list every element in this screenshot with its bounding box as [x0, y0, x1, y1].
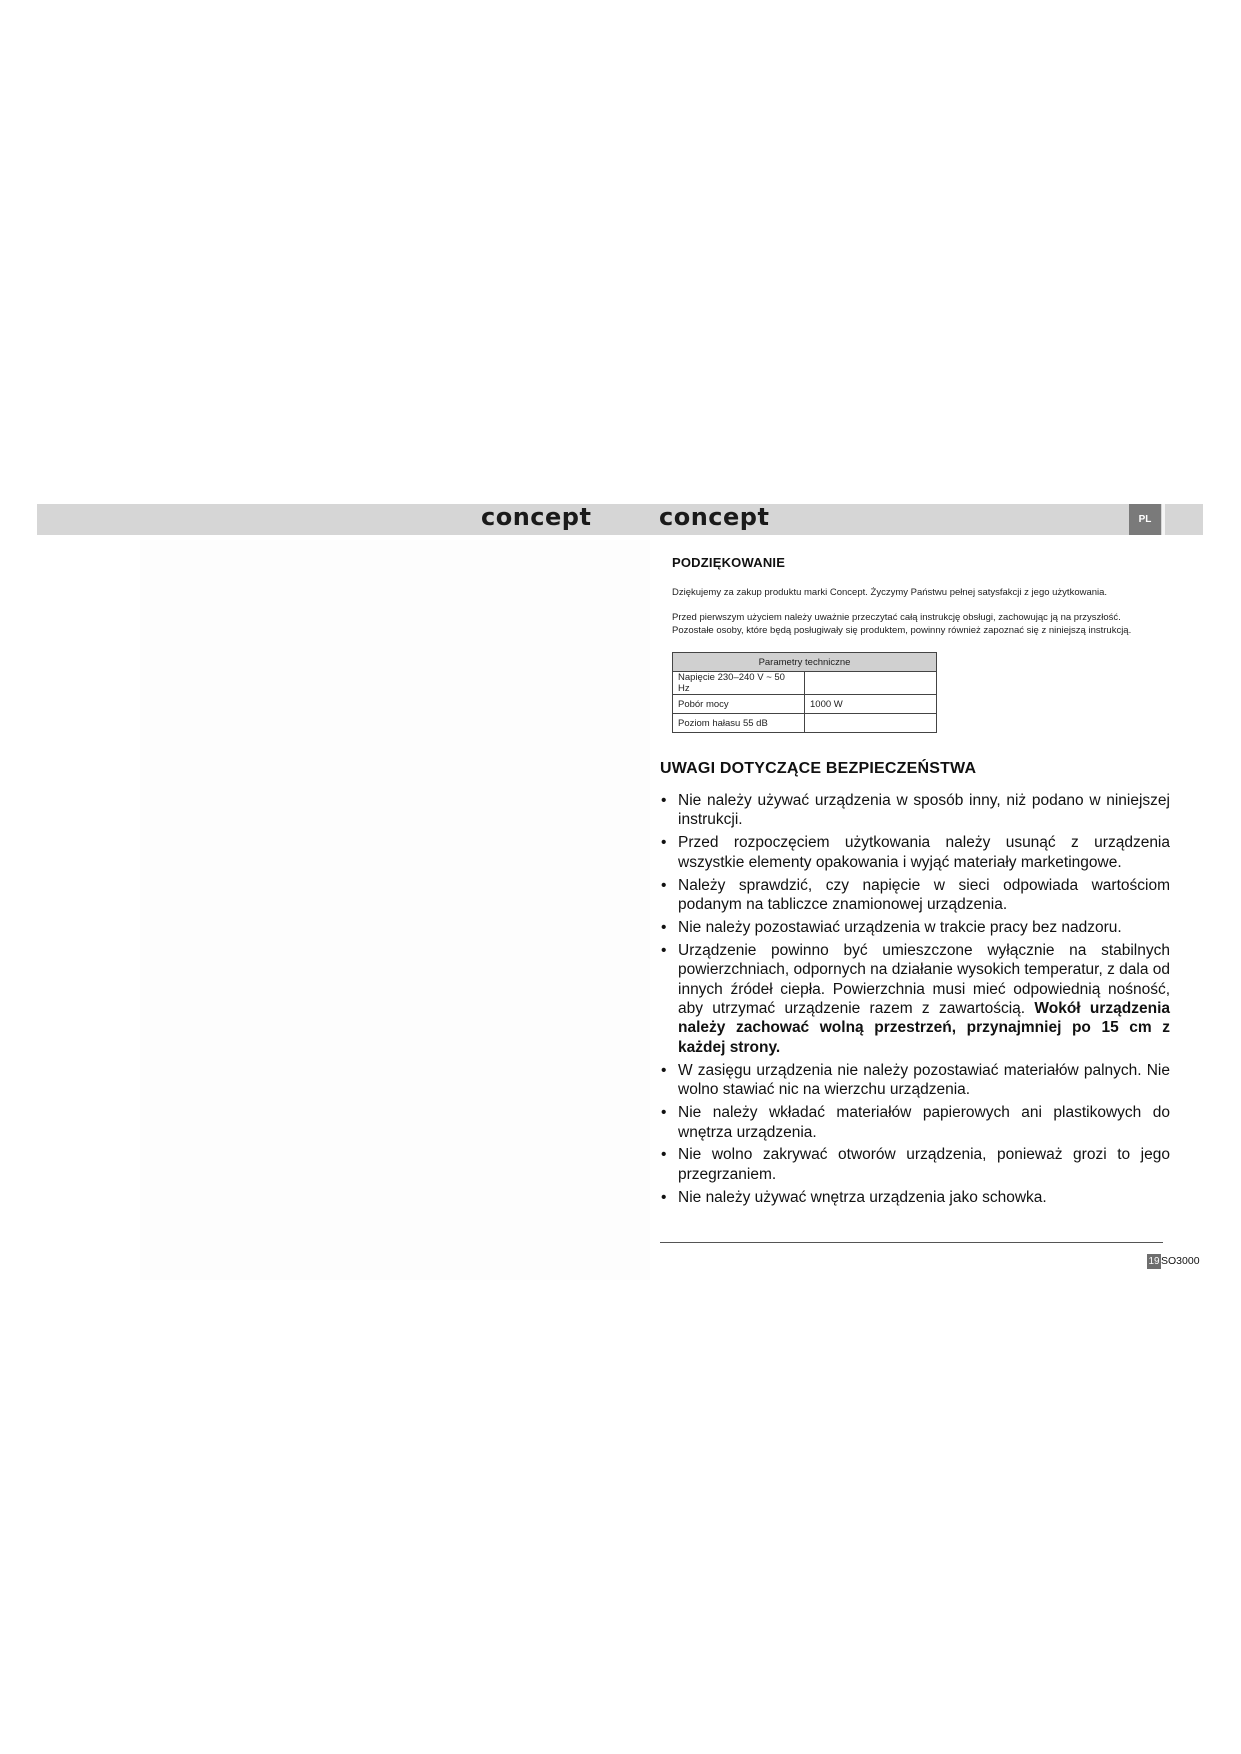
- table-header-row: [673, 653, 937, 672]
- safety-heading: UWAGI DOTYCZĄCE BEZPIECZEŃSTWA: [660, 760, 977, 777]
- header-divider: [1162, 504, 1165, 535]
- list-item: • Nie należy wkładać materiałów papierowych ani plastikowych do wnętrza urządzenia.: [660, 1103, 1170, 1142]
- instructions-line-1: Przed pierwszym użyciem należy uważnie przeczytać całą instrukcję obsługi, zachowując ją na przyszłość.: [672, 612, 1121, 623]
- list-item: • Należy sprawdzić, czy napięcie w sieci odpowiada wartościom podanym na tabliczce znamionowej urządzenia.: [660, 876, 1170, 915]
- table-cell-value: 1000 W: [805, 695, 937, 714]
- thanks-heading: PODZIĘKOWANIE: [672, 555, 786, 570]
- table-row: [673, 714, 937, 733]
- table-row: [673, 672, 937, 695]
- list-item: [660, 941, 1170, 1057]
- list-item-bold-text: Wokół urządzenia należy zachować wolną przestrzeń, przynajmniej po 15 cm z każdej strony.: [678, 1000, 1170, 1056]
- list-item-text: Urządzenie powinno być umieszczone wyłącznie na stabilnych powierzchniach, odpornych na działanie wysokich temperatur, z dala od innych źródeł ciepła. Powierzchnia musi mieć odpowiednią nośność, aby utrzymać urządzenie razem z zawartością.: [678, 941, 1170, 1018]
- footer-divider: [660, 1242, 1163, 1243]
- thanks-paragraph: Dziękujemy za zakup produktu marki Concept. Życzymy Państwu pełnej satysfakcji z jego użytkowania.: [672, 587, 1108, 598]
- table-header: Parametry techniczne: [673, 653, 937, 672]
- safety-list: [660, 791, 1170, 1211]
- table-cell-value: [805, 672, 937, 695]
- table-cell-label: Pobór mocy: [673, 695, 805, 714]
- table-row: [673, 695, 937, 714]
- instructions-paragraph: [672, 611, 1192, 637]
- page-number: 19: [1148, 1256, 1160, 1267]
- brand-logo-right: concept: [659, 503, 770, 531]
- list-item: • Nie należy pozostawiać urządzenia w trakcie pracy bez nadzoru.: [660, 918, 1170, 937]
- brand-logo-left: concept: [481, 503, 592, 531]
- header-bar: [37, 504, 1203, 535]
- list-item: • W zasięgu urządzenia nie należy pozostawiać materiałów palnych. Nie wolno stawiać nic na wierzchu urządzenia.: [660, 1061, 1170, 1100]
- model-number: SO3000: [1161, 1255, 1200, 1267]
- language-badge: PL: [1129, 504, 1161, 535]
- list-item: • Nie wolno zakrywać otworów urządzenia, ponieważ grozi to jego przegrzaniem.: [660, 1145, 1170, 1184]
- table-cell-label: Napięcie 230–240 V ~ 50 Hz: [673, 672, 805, 695]
- list-item: • Nie należy używać urządzenia w sposób inny, niż podano w niniejszej instrukcji.: [660, 791, 1170, 830]
- list-item: • Nie należy używać wnętrza urządzenia jako schowka.: [660, 1188, 1170, 1207]
- table-cell-label: Poziom hałasu 55 dB: [673, 714, 805, 733]
- technical-parameters-table: [672, 652, 937, 733]
- instructions-line-2: Pozostałe osoby, które będą posługiwały się produktem, powinny również zapoznać się z niniejszą instrukcją.: [672, 625, 1132, 636]
- table-cell-value: [805, 714, 937, 733]
- list-item: • Przed rozpoczęciem użytkowania należy usunąć z urządzenia wszystkie elementy opakowania i wyjąć materiały marketingowe.: [660, 833, 1170, 872]
- blank-left-page: [140, 540, 650, 1280]
